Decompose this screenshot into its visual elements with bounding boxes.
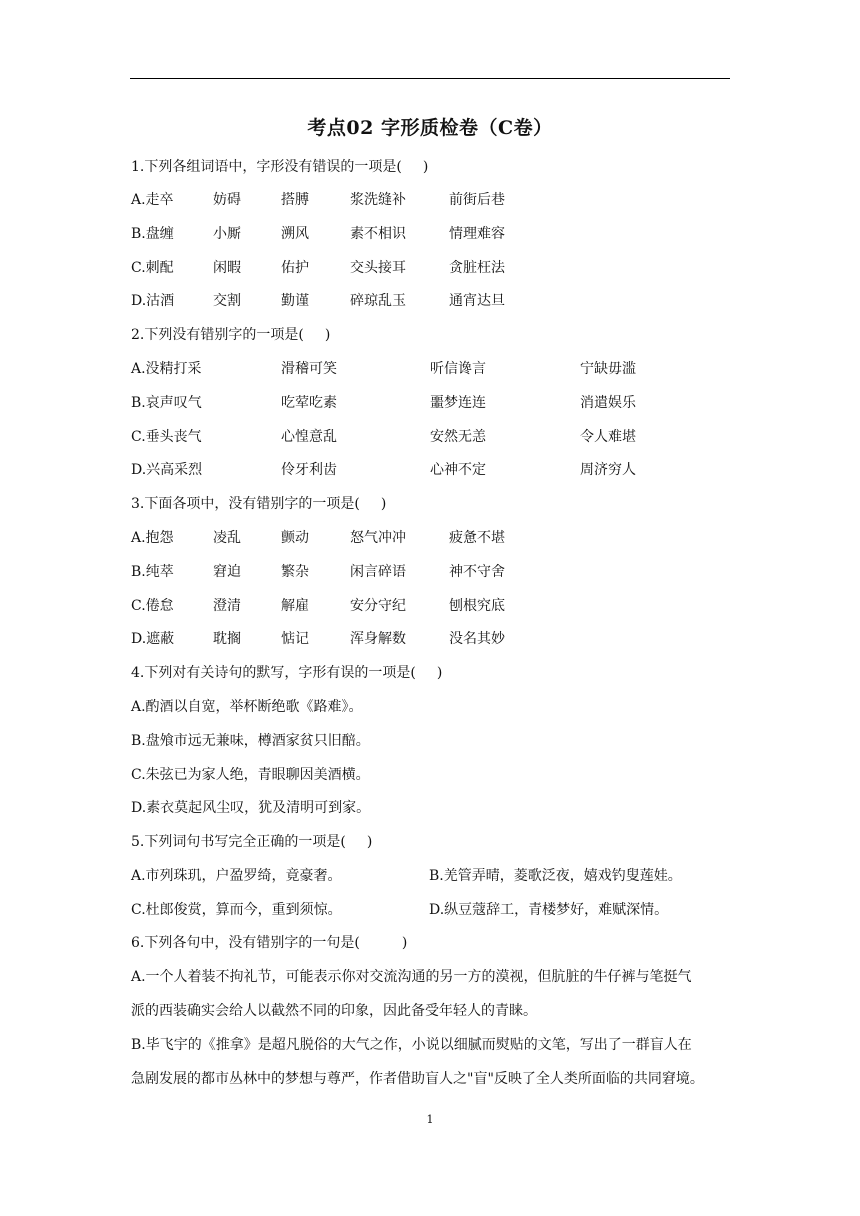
option-text: 噩梦连连 [430,395,486,411]
option-text: 勤谨 [281,293,309,309]
option-text: 通宵达旦 [449,293,505,309]
option-text: A.没精打采 [131,361,202,377]
option-text: D.兴高采烈 [131,462,203,478]
question-4-stem: 4.下列对有关诗句的默写，字形有误的一项是( ) [131,665,443,681]
option-text: 耽搁 [213,631,241,647]
q6-option-a-line-1: A.一个人着装不拘礼节，可能表示你对交流沟通的另一方的漠视，但肮脏的牛仔裤与笔挺气 [131,969,692,985]
option-text: 伶牙利齿 [281,462,337,478]
option-text: B.哀声叹气 [131,395,202,411]
q4-option-a: A.酌酒以自宽，举杯断绝歌《路难》。 [131,699,363,715]
option-text: 吃荤吃素 [281,395,337,411]
q4-option-d: D.素衣莫起风尘叹，犹及清明可到家。 [131,800,371,816]
option-text: 佑护 [281,260,309,276]
option-text: 疲惫不堪 [449,530,505,546]
option-text: 没名其妙 [449,631,505,647]
question-2-stem: 2.下列没有错别字的一项是( ) [131,327,331,343]
option-text: 繁杂 [281,564,309,580]
question-6-stem: 6.下列各句中，没有错别字的一句是( ) [131,935,408,951]
option-text: C.刺配 [131,260,174,276]
question-5-stem: 5.下列词句书写完全正确的一项是( ) [131,834,373,850]
option-text: 澄清 [213,598,241,614]
option-text: 周济穷人 [580,462,636,478]
option-text: 安然无恙 [430,429,486,445]
option-text: C.倦怠 [131,598,174,614]
q6-option-b-line-1: B.毕飞宇的《推拿》是超凡脱俗的大气之作，小说以细腻而熨贴的文笔，写出了一群盲人在 [131,1037,692,1053]
option-text: 令人难堪 [580,429,636,445]
option-text: 素不相识 [350,226,406,242]
option-text: 情理难容 [449,226,505,242]
option-text: B.纯萃 [131,564,174,580]
option-text: 小厮 [213,226,241,242]
q6-option-a-line-2: 派的西装确实会给人以截然不同的印象，因此备受年轻人的青睐。 [131,1003,537,1019]
question-1-stem: 1.下列各组词语中，字形没有错误的一项是( ) [131,159,429,175]
option-text: 凌乱 [213,530,241,546]
option-text: 心惶意乱 [281,429,337,445]
option-text: 颤动 [281,530,309,546]
q4-option-c: C.朱弦已为家人绝，青眼聊因美酒横。 [131,767,370,783]
q5-option-a: A.市列珠玑，户盈罗绮，竟豪奢。 [131,868,342,884]
option-text: 妨碍 [213,192,241,208]
option-text: C.垂头丧气 [131,429,202,445]
q6-option-b-line-2: 急剧发展的都市丛林中的梦想与尊严，作者借助盲人之"盲"反映了全人类所面临的共同窘境。 [131,1071,704,1087]
option-text: 听信谗言 [430,361,486,377]
option-text: 神不守舍 [449,564,505,580]
option-text: 溯风 [281,226,309,242]
header-rule [130,78,730,79]
option-text: 惦记 [281,631,309,647]
q5-option-c: C.杜郎俊赏，算而今，重到须惊。 [131,902,342,918]
option-text: B.盘缠 [131,226,174,242]
option-text: 滑稽可笑 [281,361,337,377]
page-title: 考点02 字形质检卷（C卷） [307,117,553,139]
option-text: 宁缺毋滥 [580,361,636,377]
option-text: 交头接耳 [350,260,406,276]
option-text: 消遣娱乐 [580,395,636,411]
page-number: 1 [426,1113,434,1126]
option-text: 闲暇 [213,260,241,276]
option-text: 搭膊 [281,192,309,208]
option-text: 浆洗缝补 [350,192,406,208]
option-text: 贪脏枉法 [449,260,505,276]
option-text: 安分守纪 [350,598,406,614]
option-text: 闲言碎语 [350,564,406,580]
option-text: 窘迫 [213,564,241,580]
option-text: 心神不定 [430,462,486,478]
q4-option-b: B.盘飧市远无兼味，樽酒家贫只旧醅。 [131,733,370,749]
option-text: D.沽酒 [131,293,175,309]
option-text: 前街后巷 [449,192,505,208]
option-text: D.遮蔽 [131,631,175,647]
option-text: A.走卒 [131,192,174,208]
q5-option-d: D.纵豆蔻辞工，青楼梦好，难赋深情。 [429,902,669,918]
option-text: 怒气冲冲 [350,530,406,546]
question-3-stem: 3.下面各项中，没有错别字的一项是( ) [131,496,387,512]
option-text: 交割 [213,293,241,309]
option-text: 碎琼乱玉 [350,293,406,309]
option-text: 浑身解数 [350,631,406,647]
option-text: 刨根究底 [449,598,505,614]
q5-option-b: B.羌管弄晴，菱歌泛夜，嬉戏钓叟莲娃。 [429,868,682,884]
option-text: 解雇 [281,598,309,614]
option-text: A.抱怨 [131,530,174,546]
